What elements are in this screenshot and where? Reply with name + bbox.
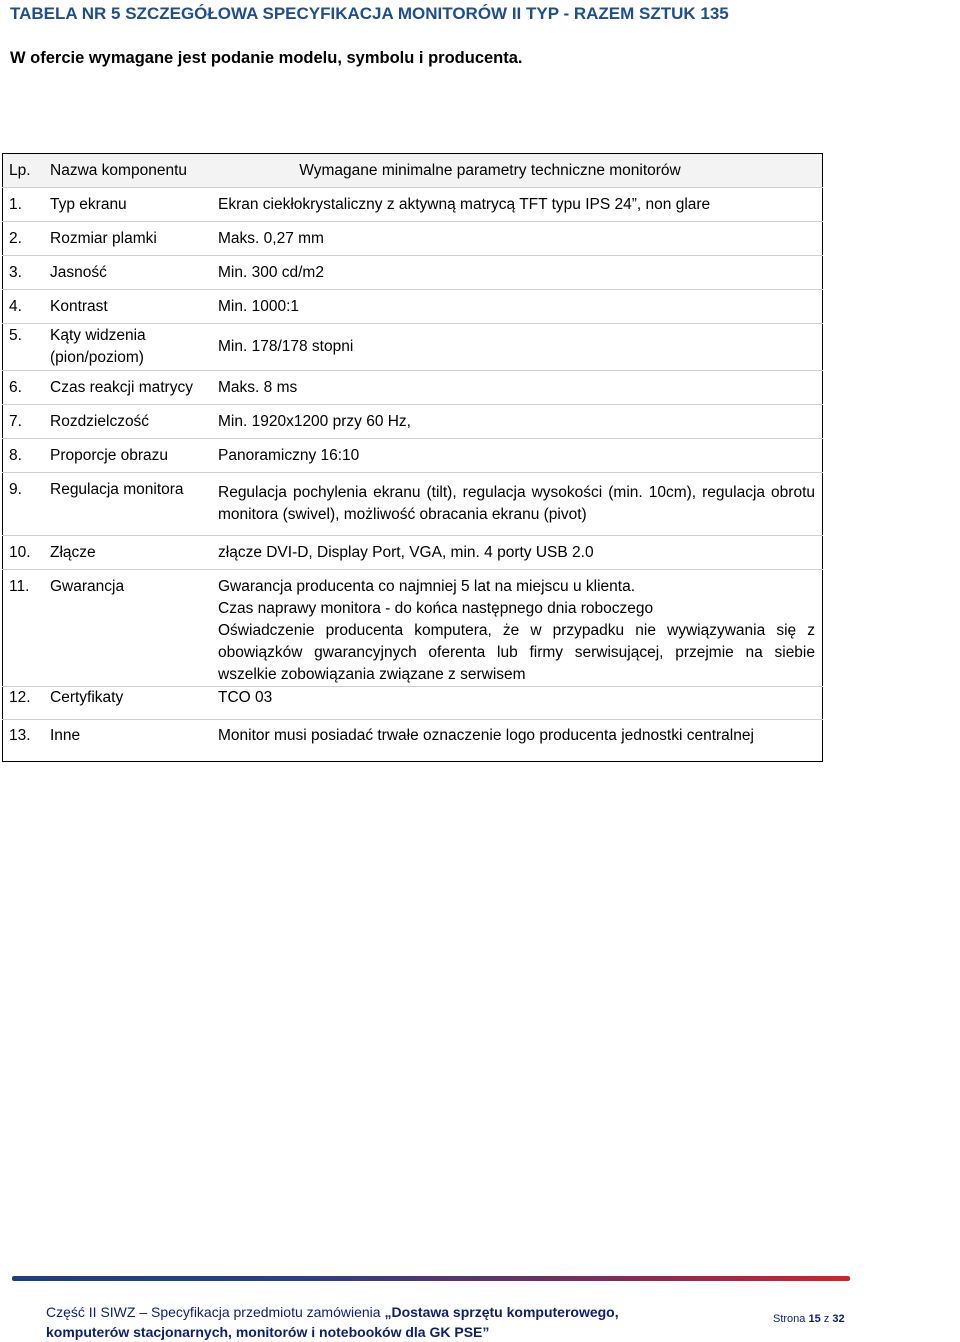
footer-text xyxy=(46,1302,686,1342)
page-label: Strona xyxy=(773,1313,809,1325)
component-value: TCO 03 xyxy=(218,687,823,720)
warranty-line: Oświadczenie producenta komputera, że w przypadku nie wywiązywania się z obowiązków gwarancyjnych oferenta lub firmy serwisującej, przejmie na siebie wszelkie zobowiązania związane z serwisem xyxy=(218,622,815,683)
component-name: Czas reakcji matrycy xyxy=(50,371,218,405)
table-row xyxy=(3,405,823,439)
component-value: Min. 1000:1 xyxy=(218,290,823,324)
row-number: 10. xyxy=(3,536,51,570)
page-total: 32 xyxy=(832,1313,845,1325)
component-value: Monitor musi posiadać trwałe oznaczenie logo producenta jednostki centralnej xyxy=(218,720,823,762)
component-name: Kontrast xyxy=(50,290,218,324)
table-row xyxy=(3,290,823,324)
table-row xyxy=(3,720,823,762)
component-value: Ekran ciekłokrystaliczny z aktywną matrycą TFT typu IPS 24”, non glare xyxy=(218,188,823,222)
header-lp: Lp. xyxy=(3,154,51,188)
specification-table xyxy=(2,153,823,762)
component-name-line: Kąty widzenia xyxy=(50,327,146,344)
component-name xyxy=(50,324,218,371)
table-row xyxy=(3,570,823,687)
table-row xyxy=(3,324,823,371)
component-value: Maks. 8 ms xyxy=(218,371,823,405)
row-number: 13. xyxy=(3,720,51,762)
footer-line-1-bold: „Dostawa sprzętu komputerowego, xyxy=(384,1304,619,1320)
row-number: 4. xyxy=(3,290,51,324)
footer-line-1-normal: Część II SIWZ – Specyfikacja przedmiotu zamówienia xyxy=(46,1304,385,1320)
footer-line-2: komputerów stacjonarnych, monitorów i notebooków dla GK PSE” xyxy=(46,1324,490,1340)
table-row xyxy=(3,536,823,570)
row-number: 5. xyxy=(3,324,51,371)
header-component-name: Nazwa komponentu xyxy=(50,154,218,188)
warranty-line: Gwarancja producenta co najmniej 5 lat na miejscu u klienta. xyxy=(218,578,636,595)
component-value: Panoramiczny 16:10 xyxy=(218,439,823,473)
page-current: 15 xyxy=(808,1313,821,1325)
row-number: 11. xyxy=(3,570,51,687)
component-value: Min. 300 cd/m2 xyxy=(218,256,823,290)
document-subtitle: W ofercie wymagane jest podanie modelu, symbolu i producenta. xyxy=(10,49,523,67)
table-row xyxy=(3,371,823,405)
component-name: Certyfikaty xyxy=(50,687,218,720)
component-value: złącze DVI-D, Display Port, VGA, min. 4 porty USB 2.0 xyxy=(218,536,823,570)
page-separator: z xyxy=(820,1313,833,1325)
row-number: 12. xyxy=(3,687,51,720)
table-header-row xyxy=(3,154,823,188)
component-name: Regulacja monitora xyxy=(50,473,218,536)
component-value: Regulacja pochylenia ekranu (tilt), regulacja wysokości (min. 10cm), regulacja obrotu monitora (swivel), możliwość obracania ekranu (pivot) xyxy=(218,473,823,536)
row-number: 1. xyxy=(3,188,51,222)
component-value: Min. 178/178 stopni xyxy=(218,324,823,371)
footer-divider xyxy=(12,1276,850,1281)
component-name: Jasność xyxy=(50,256,218,290)
table-row xyxy=(3,256,823,290)
component-value: Min. 1920x1200 przy 60 Hz, xyxy=(218,405,823,439)
component-name: Rozmiar plamki xyxy=(50,222,218,256)
row-number: 3. xyxy=(3,256,51,290)
component-name: Proporcje obrazu xyxy=(50,439,218,473)
row-number: 9. xyxy=(3,473,51,536)
header-parameters: Wymagane minimalne parametry techniczne monitorów xyxy=(218,154,823,188)
table-row xyxy=(3,222,823,256)
table-row xyxy=(3,687,823,720)
component-name: Typ ekranu xyxy=(50,188,218,222)
table-row xyxy=(3,188,823,222)
row-number: 2. xyxy=(3,222,51,256)
component-name: Rozdzielczość xyxy=(50,405,218,439)
table-row xyxy=(3,473,823,536)
component-value xyxy=(218,570,823,687)
component-name-line: (pion/poziom) xyxy=(50,349,144,366)
component-name: Inne xyxy=(50,720,218,762)
row-number: 8. xyxy=(3,439,51,473)
component-value: Maks. 0,27 mm xyxy=(218,222,823,256)
document-title: TABELA NR 5 SZCZEGÓŁOWA SPECYFIKACJA MONITORÓW II TYP - RAZEM SZTUK 135 xyxy=(10,4,729,23)
page-number xyxy=(773,1313,845,1325)
component-name: Złącze xyxy=(50,536,218,570)
row-number: 6. xyxy=(3,371,51,405)
footer-line-1 xyxy=(46,1302,686,1322)
warranty-line: Czas naprawy monitora - do końca następnego dnia roboczego xyxy=(218,600,654,617)
row-number: 7. xyxy=(3,405,51,439)
component-name: Gwarancja xyxy=(50,570,218,687)
table-row xyxy=(3,439,823,473)
